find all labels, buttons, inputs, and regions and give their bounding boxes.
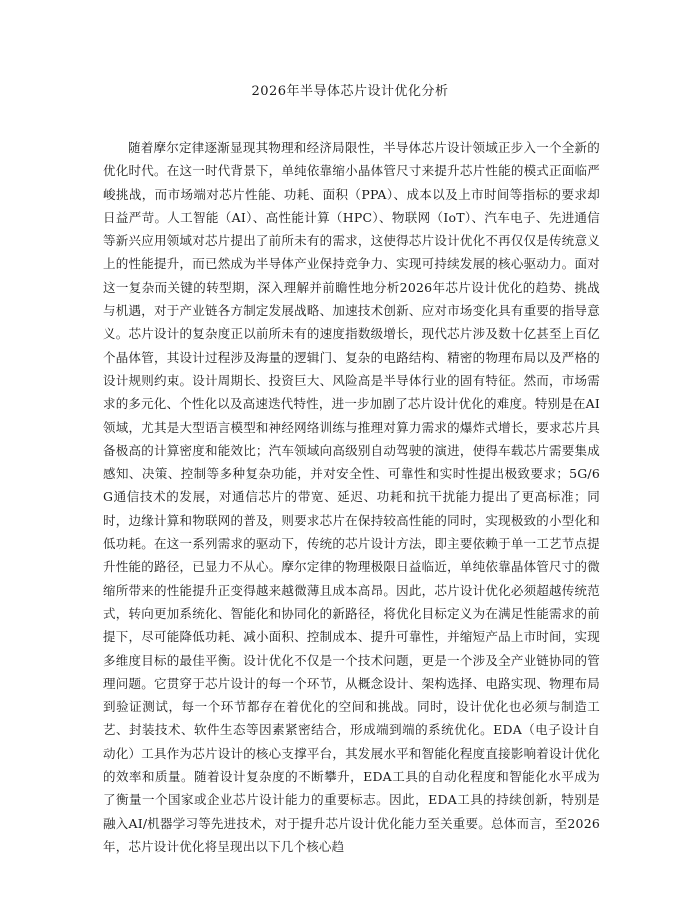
document-paragraph: 随着摩尔定律逐渐显现其物理和经济局限性，半导体芯片设计领域正步入一个全新的优化时代。在这一时代背景下，单纯依靠缩小晶体管尺寸来提升芯片性能的模式正面临严峻挑战，而市场端对芯片性能、功耗、面积（PPA）、成本以及上市时间等指标的要求却日益严苛。人工智能（AI）、高性能计算（HPC）、物联网（IoT）、汽车电子、先进通信等新兴应用领域对芯片提出了前所未有的需求，这使得芯片设计优化不再仅仅是传统意义上的性能提升，而已然成为半导体产业保持竞争力、实现可持续发展的核心驱动力。面对这一复杂而关键的转型期，深入理解并前瞻性地分析2026年芯片设计优化的趋势、挑战与机遇，对于产业链各方制定发展战略、加速技术创新、应对市场变化具有重要的指导意义。芯片设计的复杂度正以前所未有的速度指数级增长，现代芯片涉及数十亿甚至上百亿个晶体管，其设计过程涉及海量的逻辑门、复杂的电路结构、精密的物理布局以及严格的设计规则约束。设计周期长、投资巨大、风险高是半导体行业的固有特征。然而，市场需求的多元化、个性化以及高速迭代特性，进一步加剧了芯片设计优化的难度。特别是在AI领域，尤其是大型语言模型和神经网络训练与推理对算力需求的爆炸式增长，要求芯片具备极高的计算密度和能效比；汽车领域向高级别自动驾驶的演进，使得车载芯片需要集成感知、决策、控制等多种复杂功能，并对安全性、可靠性和实时性提出极致要求；5G/6G通信技术的发展，对通信芯片的带宽、延迟、功耗和抗干扰能力提出了更高标准；同时，边缘计算和物联网的普及，则要求芯片在保持较高性能的同时，实现极致的小型化和低功耗。在这一系列需求的驱动下，传统的芯片设计方法，即主要依赖于单一工艺节点提升性能的路径，已显力不从心。摩尔定律的物理极限日益临近，单纯依靠晶体管尺寸的微缩所带来的性能提升正变得越来越微薄且成本高昂。因此，芯片设计优化必须超越传统范式，转向更加系统化、智能化和协同化的新路径，将优化目标定义为在满足性能需求的前提下，尽可能降低功耗、减小面积、控制成本、提升可靠性，并缩短产品上市时间，实现多维度目标的最佳平衡。设计优化不仅是一个技术问题，更是一个涉及全产业链协同的管理问题。它贯穿于芯片设计的每一个环节，从概念设计、架构选择、电路实现、物理布局到验证测试，每一个环节都存在着优化的空间和挑战。同时，设计优化也必须与制造工艺、封装技术、软件生态等因素紧密结合，形成端到端的系统优化。EDA（电子设计自动化）工具作为芯片设计的核心支撑平台，其发展水平和智能化程度直接影响着设计优化的效率和质量。随着设计复杂度的不断攀升，EDA工具的自动化程度和智能化水平成为了衡量一个国家或企业芯片设计能力的重要标志。因此，EDA工具的持续创新，特别是融入AI/机器学习等先进技术，对于提升芯片设计优化能力至关重要。总体而言，至2026年，芯片设计优化将呈现出以下几个核心趋 [103,140,600,854]
document-title: 2026年半导体芯片设计优化分析 [251,84,449,99]
